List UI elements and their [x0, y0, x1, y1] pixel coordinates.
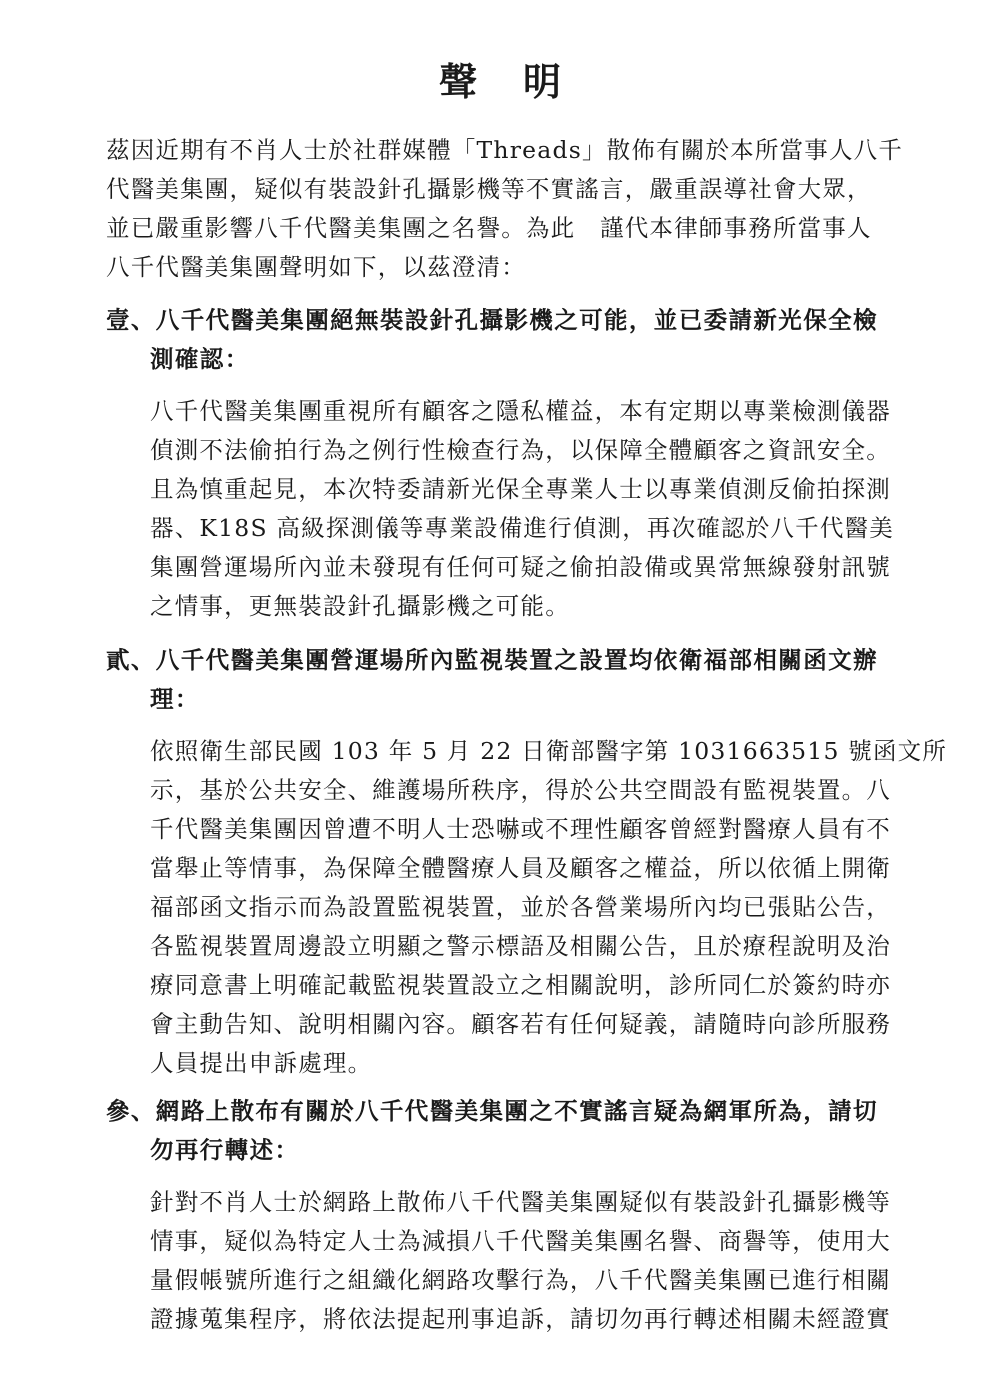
- section-body-line: 且為慎重起見，本次特委請新光保全專業人士以專業偵測反偷拍探測: [150, 475, 891, 503]
- section-body-line: 針對不肖人士於網路上散佈八千代醫美集團疑似有裝設針孔攝影機等: [150, 1188, 891, 1216]
- section-body-line: 證據蒐集程序，將依法提起刑事追訴，請切勿再行轉述相關未經證實: [150, 1305, 891, 1333]
- section-body-line: 示，基於公共安全、維護場所秩序，得於公共空間設有監視裝置。八: [150, 776, 891, 804]
- section-body-line: 福部函文指示而為設置監視裝置，並於各營業場所內均已張貼公告，: [150, 893, 891, 921]
- section-body-line: 之情事，更無裝設針孔攝影機之可能。: [150, 592, 570, 620]
- section-body-line: 器、K18S 高級探測儀等專業設備進行偵測，再次確認於八千代醫美: [150, 514, 894, 542]
- section-body-line: 各監視裝置周邊設立明顯之警示標語及相關公告，且於療程說明及治: [150, 932, 891, 960]
- section-body-line: 情事，疑似為特定人士為減損八千代醫美集團名譽、商譽等，使用大: [150, 1227, 891, 1255]
- section-body-line: 偵測不法偷拍行為之例行性檢查行為，以保障全體顧客之資訊安全。: [150, 436, 891, 464]
- intro-line: 代醫美集團，疑似有裝設針孔攝影機等不實謠言，嚴重誤導社會大眾，: [106, 175, 872, 203]
- section-body-line: 人員提出申訴處理。: [150, 1049, 373, 1077]
- section-heading: 理：: [150, 685, 200, 713]
- section-heading: 勿再行轉述：: [150, 1136, 300, 1164]
- section-body-line: 千代醫美集團因曾遭不明人士恐嚇或不理性顧客曾經對醫療人員有不: [150, 815, 891, 843]
- section-heading: 測確認：: [150, 345, 250, 373]
- intro-line: 八千代醫美集團聲明如下，以茲澄清：: [106, 253, 526, 281]
- section-body-line: 療同意書上明確記載監視裝置設立之相關說明，診所同仁於簽約時亦: [150, 971, 891, 999]
- section-body-line: 量假帳號所進行之組織化網路攻擊行為，八千代醫美集團已進行相關: [150, 1266, 891, 1294]
- section-heading: 壹、八千代醫美集團絕無裝設針孔攝影機之可能，並已委請新光保全檢: [106, 306, 878, 334]
- section-body-line: 依照衛生部民國 103 年 5 月 22 日衛部醫字第 1031663515 號函文所: [150, 737, 948, 765]
- section-body-line: 當舉止等情事，為保障全體醫療人員及顧客之權益，所以依循上開衛: [150, 854, 891, 882]
- document-title: 聲明: [438, 59, 607, 104]
- section-body-line: 集團營運場所內並未發現有任何可疑之偷拍設備或異常無線發射訊號: [150, 553, 891, 581]
- section-body-line: 八千代醫美集團重視所有顧客之隱私權益，本有定期以專業檢測儀器: [150, 397, 891, 425]
- section-heading: 貳、八千代醫美集團營運場所內監視裝置之設置均依衛福部相關函文辦: [106, 646, 878, 674]
- section-heading: 參、網路上散布有關於八千代醫美集團之不實謠言疑為網軍所為，請切: [106, 1097, 878, 1125]
- intro-line: 並已嚴重影響八千代醫美集團之名譽。為此 謹代本律師事務所當事人: [106, 214, 872, 242]
- section-body-line: 會主動告知、說明相關內容。顧客若有任何疑義，請隨時向診所服務: [150, 1010, 891, 1038]
- intro-line: 茲因近期有不肖人士於社群媒體「Threads」散佈有關於本所當事人八千: [106, 136, 904, 164]
